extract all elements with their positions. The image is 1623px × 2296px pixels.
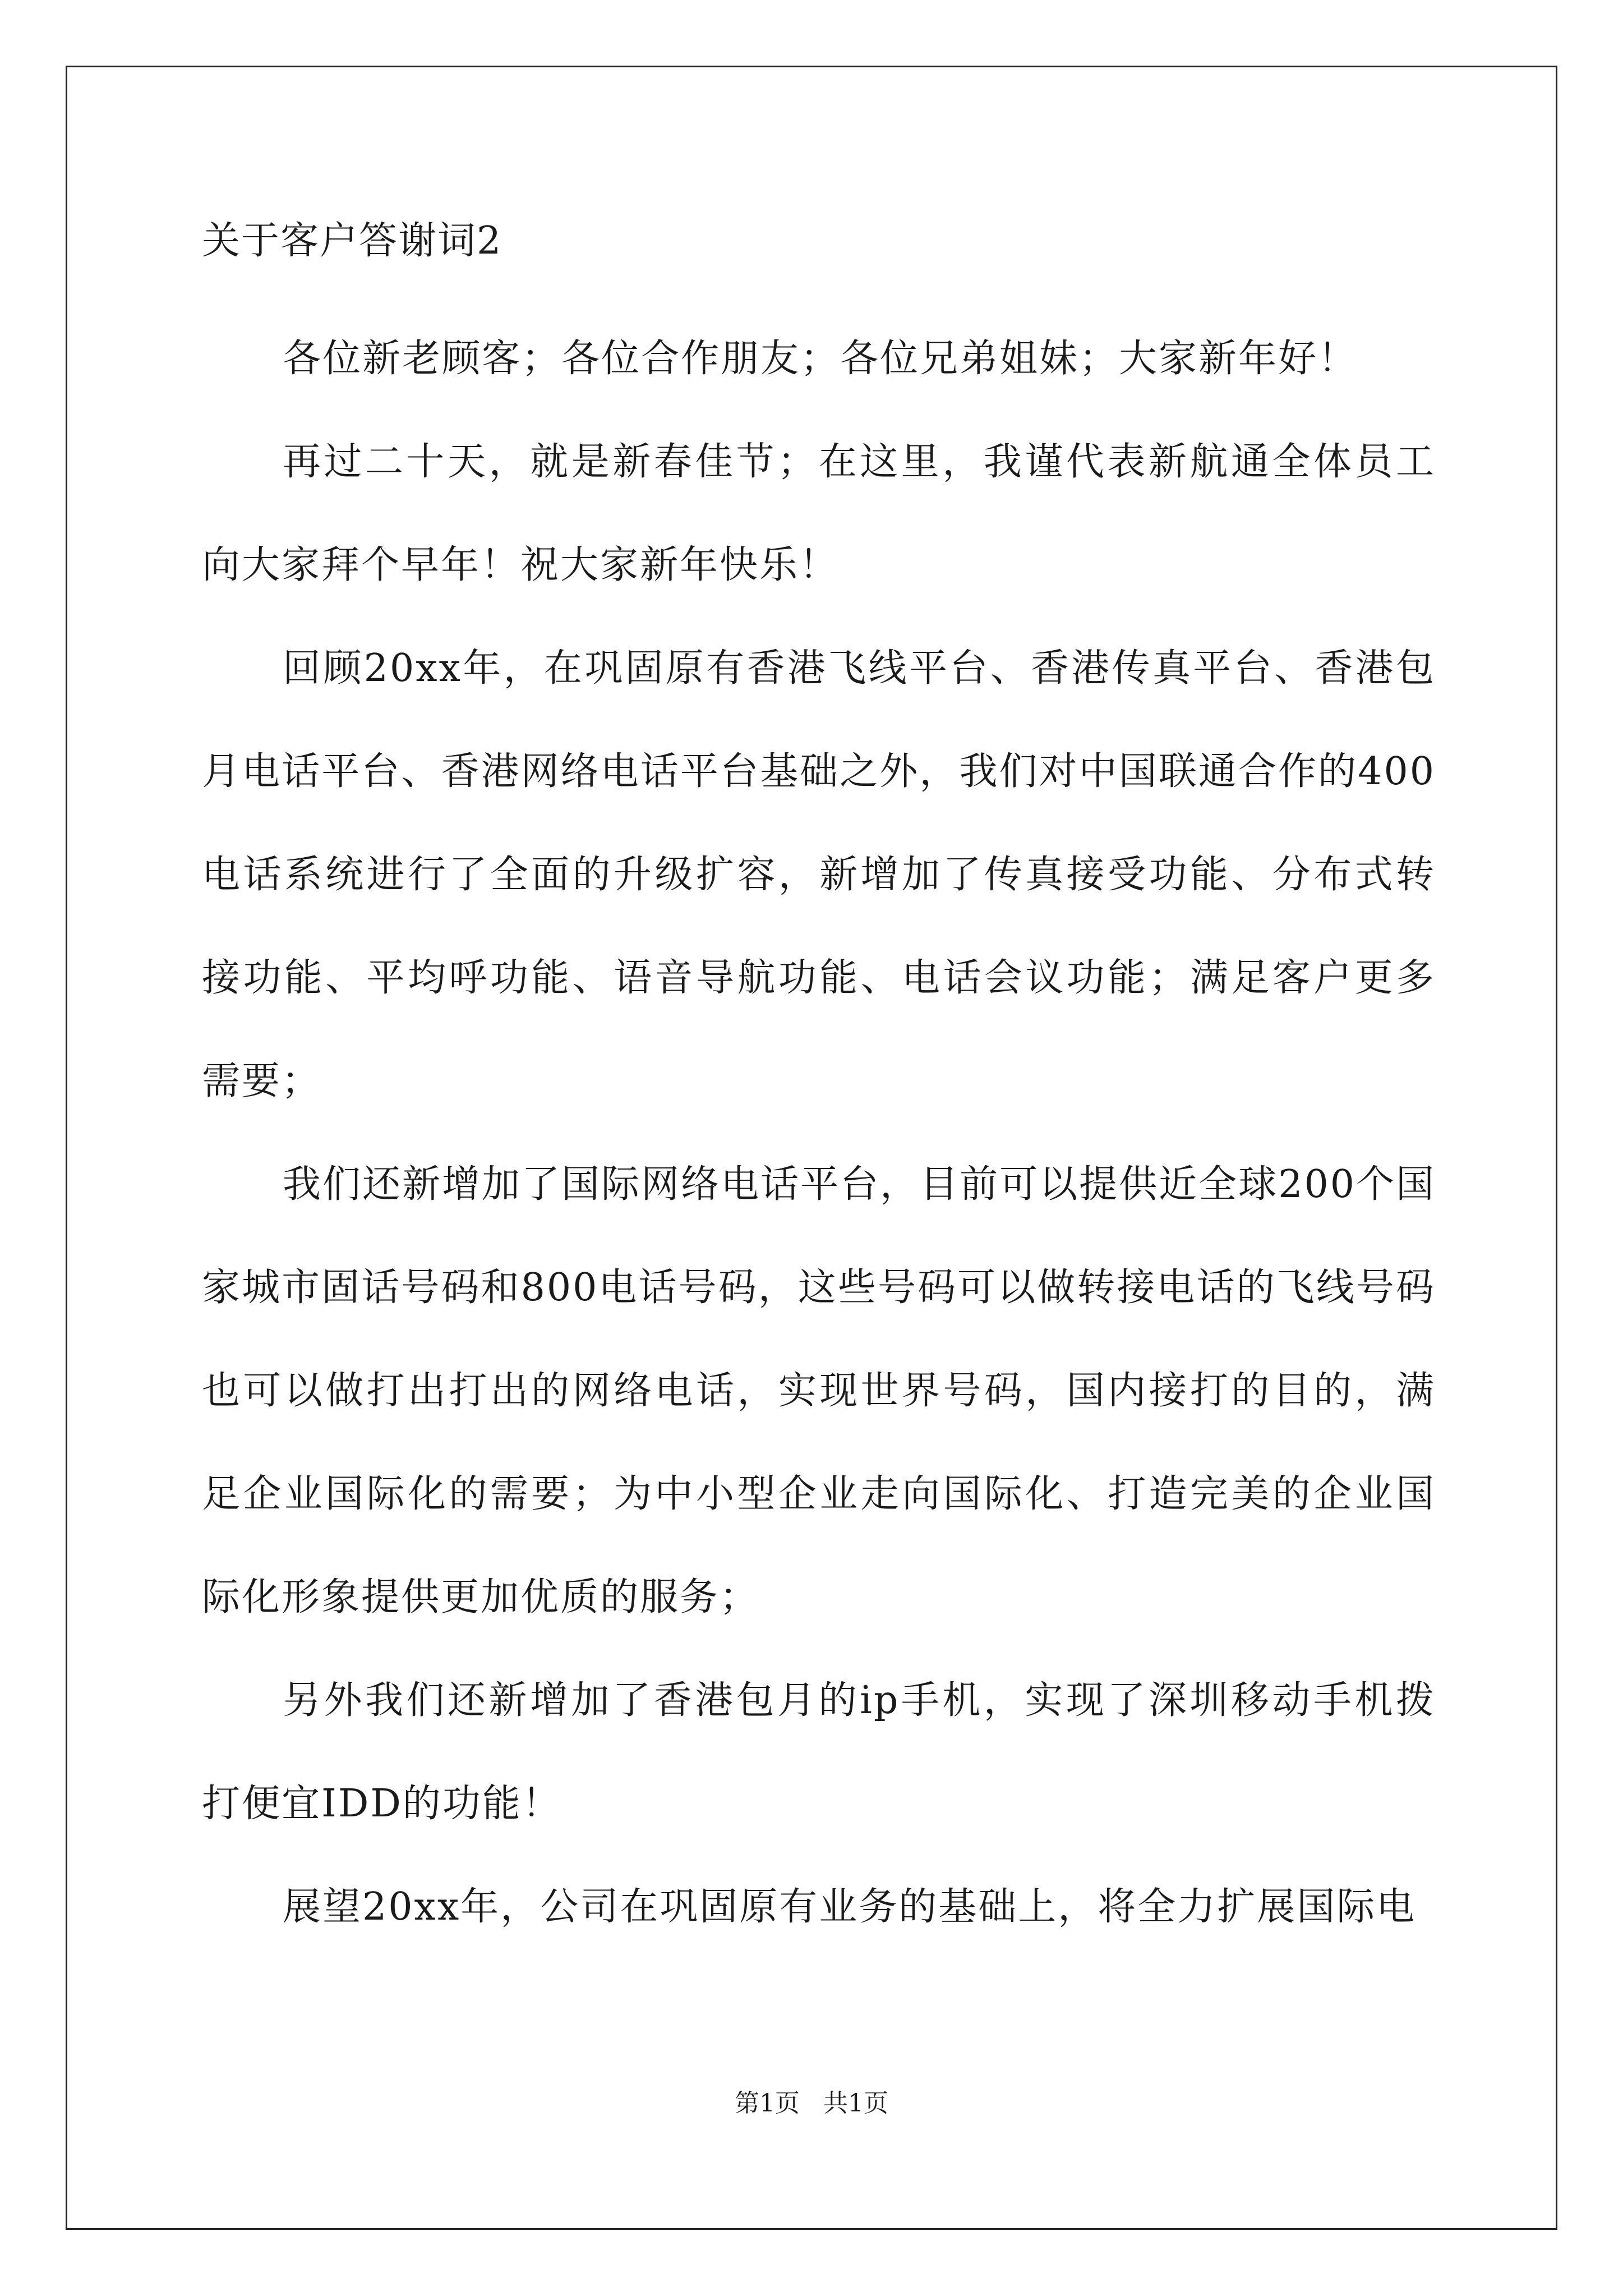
page-footer: 第1页 共1页 <box>735 2089 888 2118</box>
document-title: 关于客户答谢词2 <box>202 219 502 263</box>
paragraph-ip-phone: 另外我们还新增加了香港包月的ip手机，实现了深圳移动手机拨打便宜IDD的功能！ <box>202 1678 1436 1826</box>
paragraph-greeting: 各位新老顾客；各位合作朋友；各位兄弟姐妹；大家新年好！ <box>283 337 1358 381</box>
paragraph-review: 回顾20xx年，在巩固原有香港飞线平台、香港传真平台、香港包月电话平台、香港网络电话平台基础之外，我们对中国联通合作的400电话系统进行了全面的升级扩容，新增加了传真接受功能、分布式转接功能、平均呼功能、语音导航功能、电话会议功能；满足客户更多需要； <box>202 646 1436 1103</box>
paragraph-new-year-wishes: 再过二十天，就是新春佳节；在这里，我谨代表新航通全体员工向大家拜个早年！祝大家新年快乐！ <box>202 440 1436 587</box>
paragraph-international-platform: 我们还新增加了国际网络电话平台，目前可以提供近全球200个国家城市固话号码和800电话号码，这些号码可以做转接电话的飞线号码也可以做打出打出的网络电话，实现世界号码，国内接打的目的，满足企业国际化的需要；为中小型企业走向国际化、打造完美的企业国际化形象提供更加优质的服务； <box>202 1162 1436 1619</box>
paragraph-outlook: 展望20xx年，公司在巩固原有业务的基础上，将全力扩展国际电 <box>283 1885 1417 1929</box>
document-body <box>202 213 1436 1959</box>
